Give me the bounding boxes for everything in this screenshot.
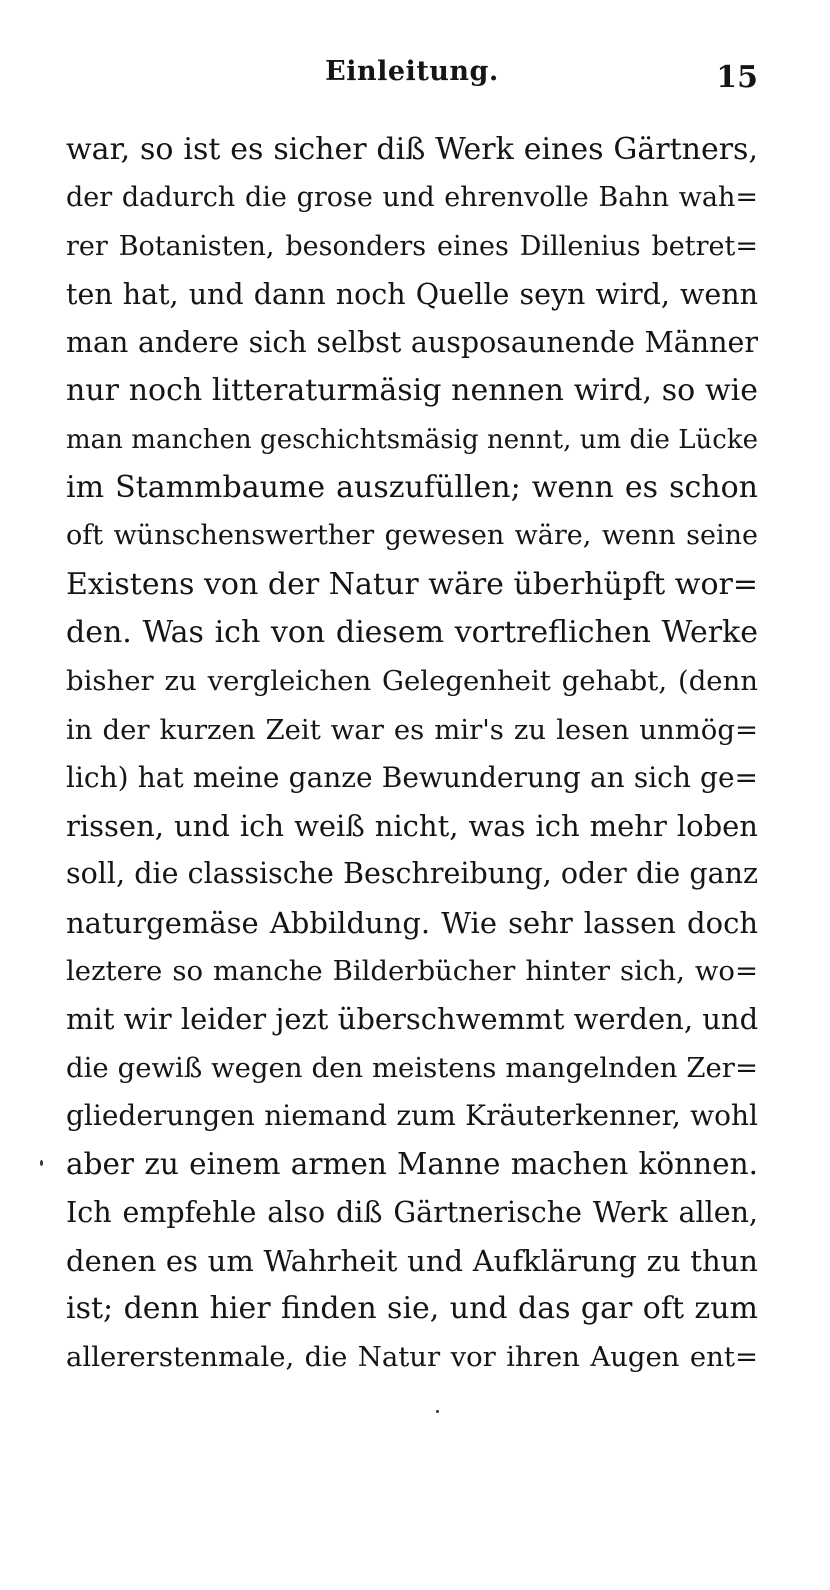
text-line: allererstenmale, die Natur vor ihren Augen ent= xyxy=(66,1341,758,1374)
text-line: der dadurch die grose und ehrenvolle Bahn wah= xyxy=(66,182,758,214)
text-line: Ich empfehle also diß Gärtnerische Werk allen, xyxy=(66,1195,758,1229)
page-number: 15 xyxy=(716,60,758,95)
text-line: mit wir leider jezt überschwemmt werden, und xyxy=(66,1002,758,1037)
text-line: im Stammbaume auszufüllen; wenn es schon xyxy=(66,470,758,506)
running-title: Einleitung. xyxy=(325,56,499,87)
text-line: denen es um Wahrheit und Aufklärung zu thun xyxy=(66,1243,758,1278)
text-line: Existens von der Natur wäre überhüpft wor= xyxy=(66,566,758,602)
ink-speck xyxy=(436,1410,439,1413)
text-line: rer Botanisten, besonders eines Dillenius betret= xyxy=(66,230,758,262)
text-line: aber zu einem armen Manne machen können. xyxy=(66,1147,758,1182)
text-line: lich) hat meine ganze Bewunderung an sich ge= xyxy=(66,760,758,794)
page-header xyxy=(66,56,758,96)
text-line: soll, die classische Beschreibung, oder die ganz xyxy=(66,857,758,891)
text-line: war, so ist es sicher diß Werk eines Gärtners, xyxy=(66,132,758,167)
text-line: rissen, und ich weiß nicht, was ich mehr loben xyxy=(66,809,758,844)
text-line: leztere so manche Bilderbücher hinter sich, wo= xyxy=(66,955,758,988)
text-line: naturgemäse Abbildung. Wie sehr lassen doch xyxy=(66,905,758,940)
text-line: die gewiß wegen den meistens mangelnden Zer= xyxy=(66,1051,758,1084)
text-line: in der kurzen Zeit war es mir's zu lesen unmög= xyxy=(66,713,758,746)
text-line: ist; denn hier finden sie, und das gar oft zum xyxy=(66,1291,758,1327)
text-line: nur noch litteraturmäsig nennen wird, so wie xyxy=(66,373,758,409)
text-line: ten hat, und dann noch Quelle seyn wird, wenn xyxy=(66,277,758,311)
ink-speck xyxy=(40,1160,43,1166)
text-line: bisher zu vergleichen Gelegenheit gehabt, (denn xyxy=(66,665,758,698)
text-line: man andere sich selbst ausposaunende Männer xyxy=(66,326,758,360)
body-text xyxy=(66,126,758,1382)
text-line: gliederungen niemand zum Kräuterkenner, wohl xyxy=(66,1098,758,1132)
text-line: den. Was ich von diesem vortreflichen Werke xyxy=(66,614,758,650)
text-line: man manchen geschichtsmäsig nennt, um die Lücke xyxy=(66,424,758,455)
text-line: oft wünschenswerther gewesen wäre, wenn seine xyxy=(66,520,758,552)
